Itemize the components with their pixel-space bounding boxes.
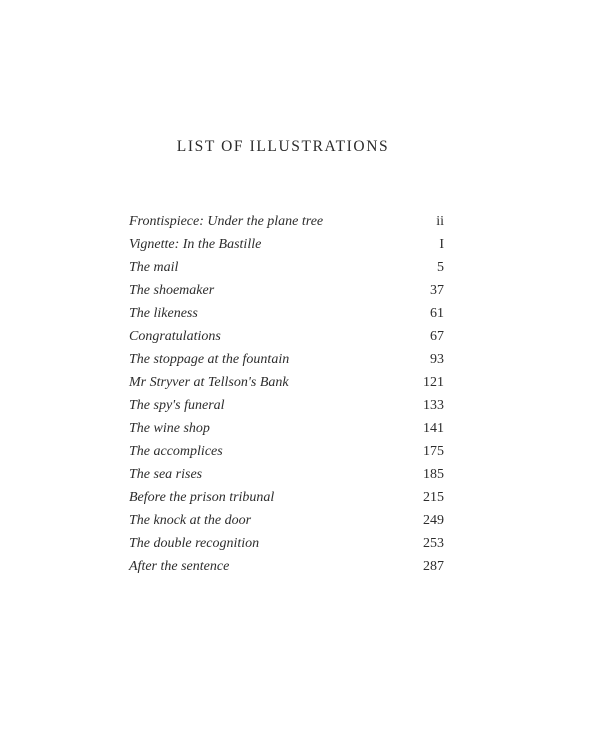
list-item	[129, 233, 444, 256]
page-number: 37	[430, 282, 444, 298]
page-number: 93	[430, 351, 444, 367]
list-item	[129, 555, 444, 578]
page-number: 215	[423, 489, 444, 505]
list-item	[129, 440, 444, 463]
list-item	[129, 463, 444, 486]
page-number: 175	[423, 443, 444, 459]
illustration-caption: The stoppage at the fountain	[129, 351, 290, 367]
list-item	[129, 325, 444, 348]
list-item	[129, 394, 444, 417]
page-number: 253	[423, 535, 444, 551]
page-number: 287	[423, 558, 444, 574]
list-item	[129, 210, 444, 233]
illustration-caption: The shoemaker	[129, 282, 215, 298]
page-number: ii	[436, 213, 444, 229]
page-number: 121	[423, 374, 444, 390]
list-item	[129, 279, 444, 302]
list-item	[129, 509, 444, 532]
illustration-caption: Vignette: In the Bastille	[129, 236, 262, 252]
list-item	[129, 348, 444, 371]
page-number: 61	[430, 305, 444, 321]
list-item	[129, 256, 444, 279]
list-item	[129, 486, 444, 509]
illustration-caption: The sea rises	[129, 466, 203, 482]
illustration-caption: The mail	[129, 259, 179, 275]
illustration-caption: The knock at the door	[129, 512, 252, 528]
illustration-caption: The double recognition	[129, 535, 260, 551]
list-item	[129, 371, 444, 394]
page-number: I	[439, 236, 444, 252]
page-number: 67	[430, 328, 444, 344]
page-number: 5	[437, 259, 444, 275]
illustration-caption: The accomplices	[129, 443, 223, 459]
page-number: 141	[423, 420, 444, 436]
illustration-caption: Congratulations	[129, 328, 221, 344]
list-item	[129, 302, 444, 325]
page-number: 249	[423, 512, 444, 528]
page-title: LIST OF ILLUSTRATIONS	[176, 138, 390, 155]
illustration-caption: The spy's funeral	[129, 397, 225, 413]
illustration-caption: The wine shop	[129, 420, 210, 436]
illustration-caption: Mr Stryver at Tellson's Bank	[129, 374, 289, 390]
list-item	[129, 417, 444, 440]
page-number: 185	[423, 466, 444, 482]
illustration-caption: After the sentence	[129, 558, 230, 574]
list-item	[129, 532, 444, 555]
illustration-caption: Frontispiece: Under the plane tree	[129, 213, 324, 229]
illustrations-list	[129, 210, 444, 578]
page-number: 133	[423, 397, 444, 413]
illustration-caption: The likeness	[129, 305, 198, 321]
illustration-caption: Before the prison tribunal	[129, 489, 275, 505]
